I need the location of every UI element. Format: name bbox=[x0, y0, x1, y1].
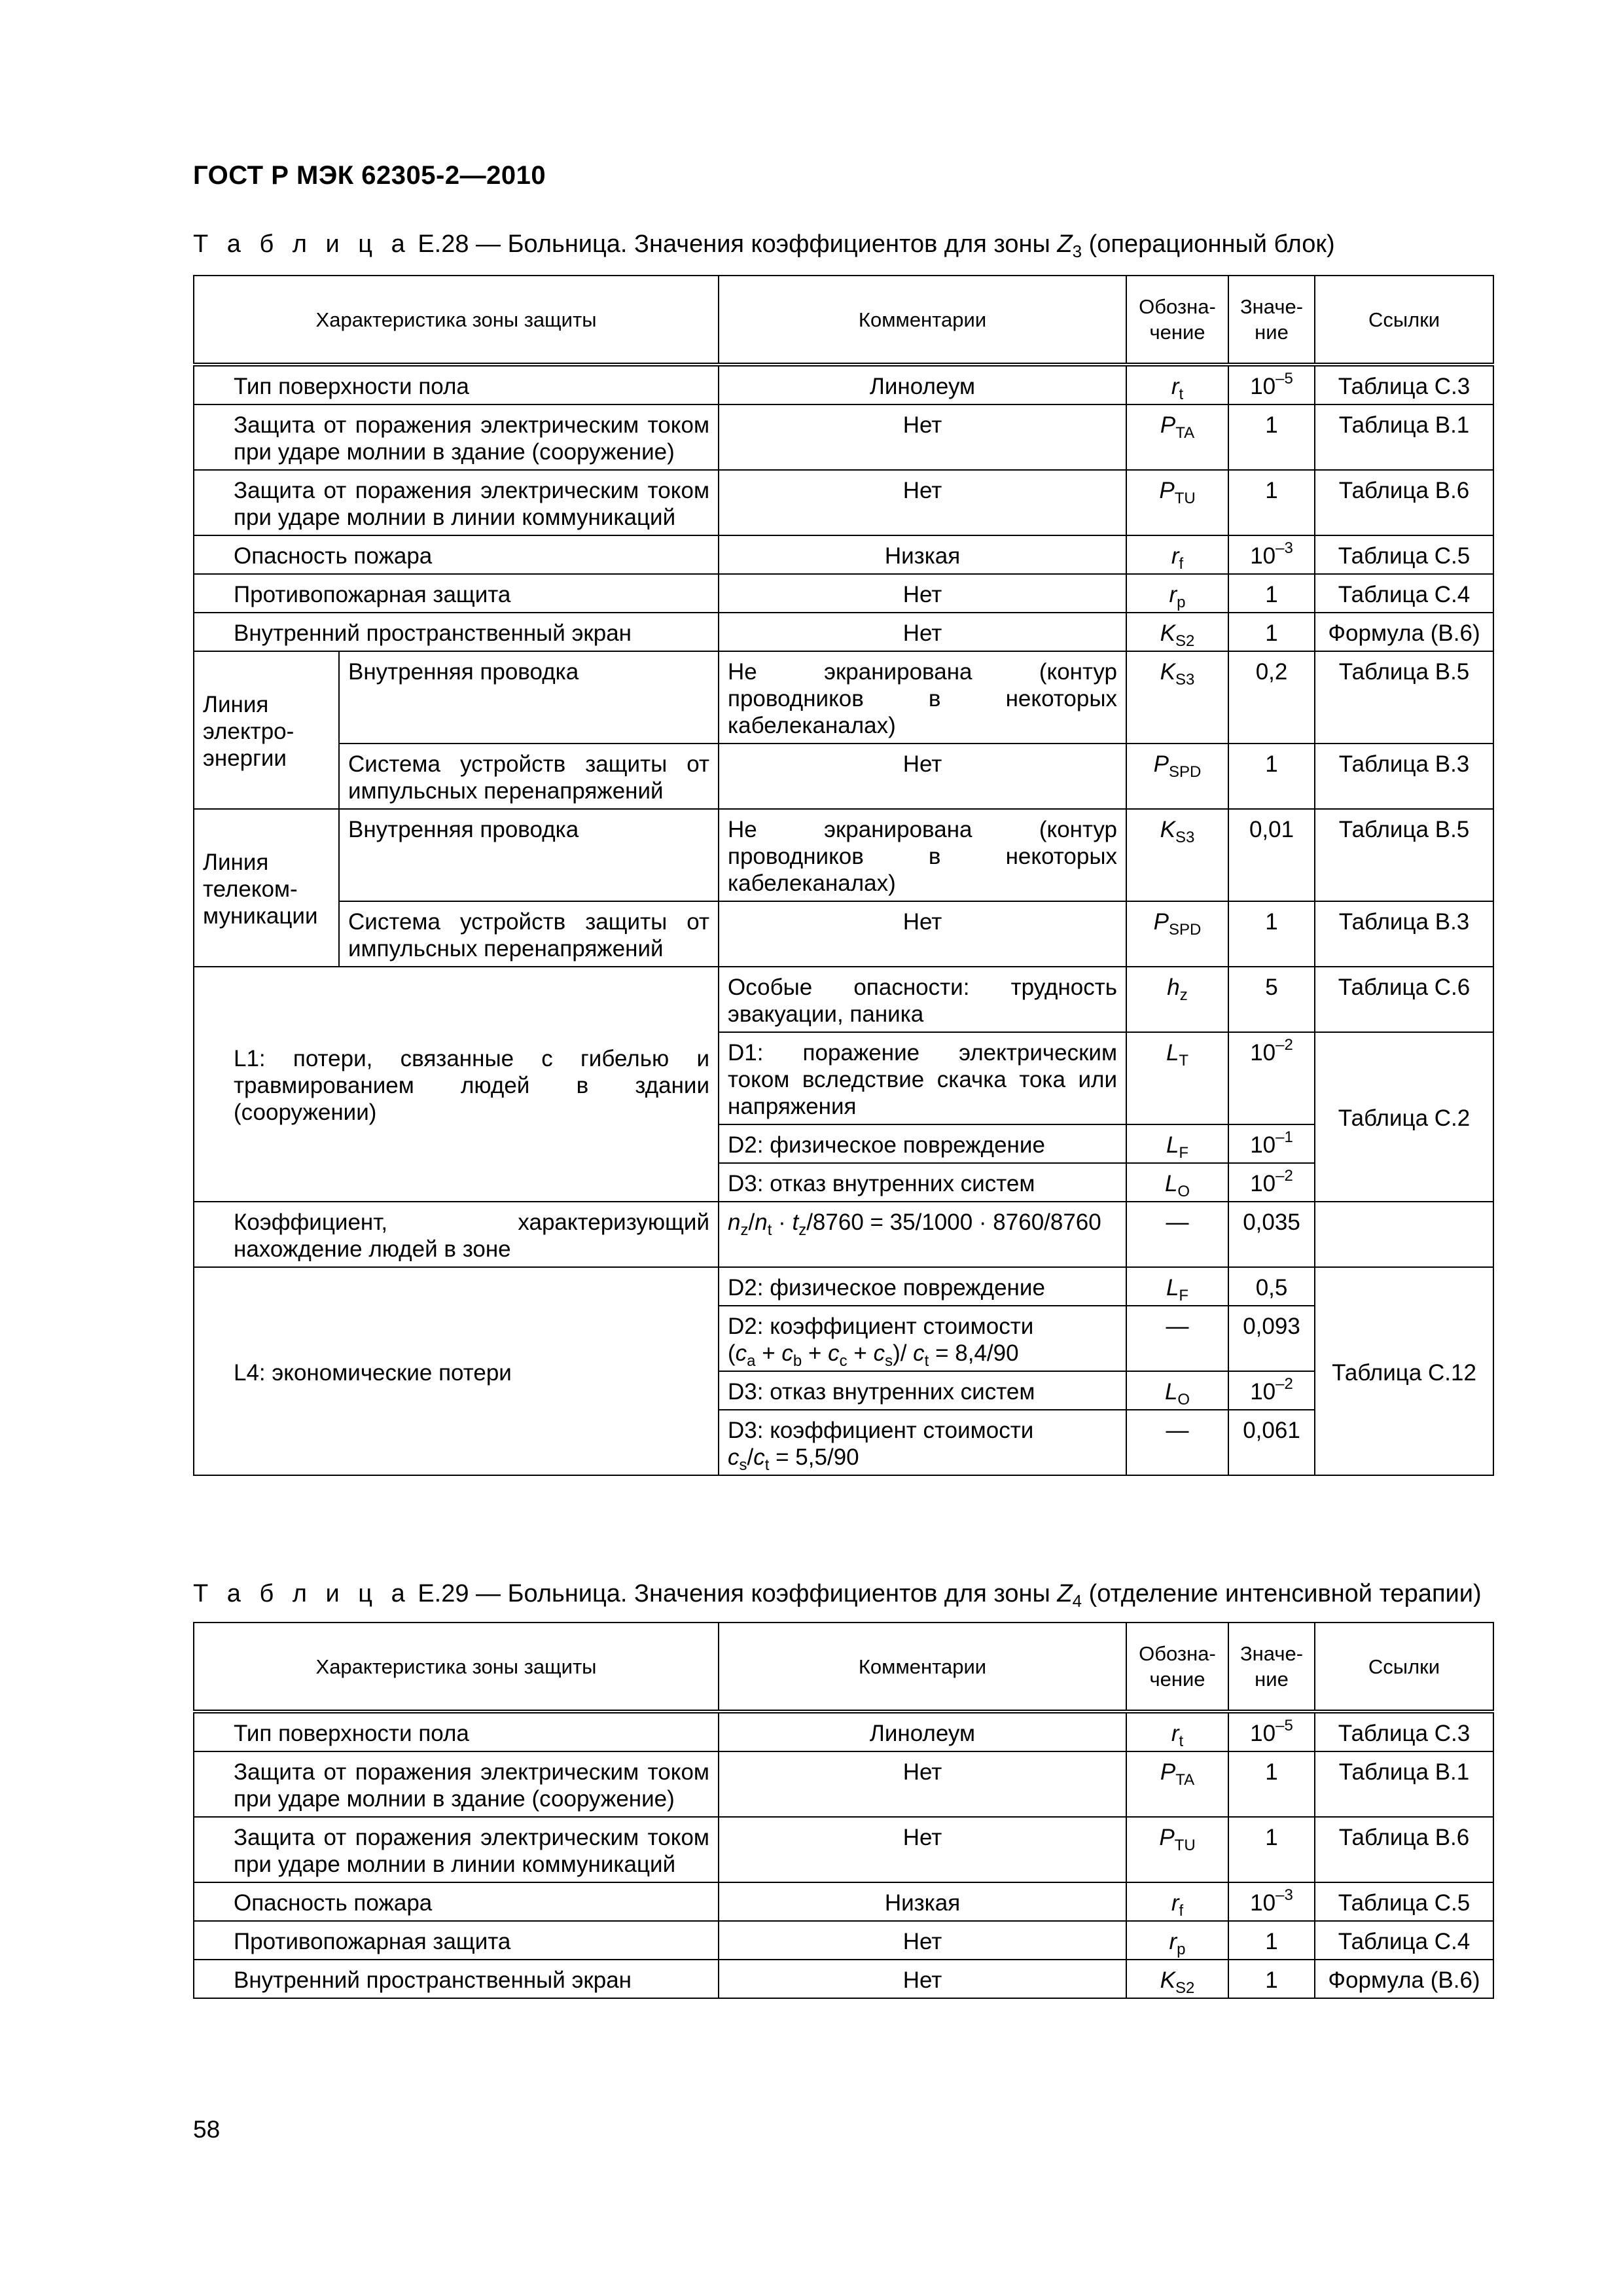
coefficients-table-e29 bbox=[193, 1622, 1494, 1999]
table-row: D3: отказ внутренних систем $L_O$ $10^{-2}$ bbox=[194, 1371, 1493, 1410]
page-number: 58 bbox=[193, 2116, 221, 2143]
table-row: L1: потери, связанные с гибелью и травмированием людей в здании (сооружении) Особые опасности: трудность эвакуации, паника $h_z$ 5 Таблица С.6 bbox=[194, 967, 1493, 1032]
coefficients-table-e28 bbox=[193, 275, 1494, 1476]
loss-l4-label: L4: экономические потери bbox=[194, 1267, 719, 1475]
table-row: D1: поражение электрическим током вследствие скачка тока или напряжения $L_T$ $10^{-2}$ Таблица С.2 bbox=[194, 1032, 1493, 1124]
group-label-telecom-line: Линия телеком-муникации bbox=[194, 809, 339, 967]
table-row: Противопожарная защита Нет $r_p$ 1 Таблица С.4 bbox=[194, 574, 1493, 613]
column-header-characteristic: Характеристика зоны защиты bbox=[194, 276, 719, 365]
table-row: L4: экономические потери D2: физическое повреждение $L_F$ 0,5 Таблица С.12 bbox=[194, 1267, 1493, 1306]
column-header-references: Ссылки bbox=[1315, 1623, 1493, 1712]
table-row: Линия телеком-муникации Внутренняя проводка Не экранирована (контур проводников в некоторых кабелеканалах) $K_{S3}$ 0,01 Таблица В.5 bbox=[194, 809, 1493, 901]
column-header-characteristic: Характеристика зоны защиты bbox=[194, 1623, 719, 1712]
table-row: Противопожарная защита Нет $r_p$ 1 Таблица С.4 bbox=[194, 1921, 1493, 1960]
table-caption-e29: Т а б л и ц а Е.29 — Больница. Значения коэффициентов для зоны $Z_4$ (отделение интенсивной терапии) bbox=[193, 1580, 1482, 1611]
table-row: Защита от поражения электрическим током при ударе молнии в линии коммуникаций Нет $P_{TU}$ 1 Таблица В.6 bbox=[194, 1817, 1493, 1882]
presence-formula: $n_z/n_t \cdot t_z/8760 = 35/1000 \cdot 8760/8760$ bbox=[719, 1202, 1126, 1267]
column-header-value: Значе-ние bbox=[1228, 276, 1315, 365]
table-row: Тип поверхности пола Линолеум $r_t$ $10^{-5}$ Таблица С.3 bbox=[194, 365, 1493, 404]
column-header-value: Значе-ние bbox=[1228, 1623, 1315, 1712]
table-row: Защита от поражения электрическим током при ударе молнии в здание (сооружение) Нет $P_{TA}$ 1 Таблица В.1 bbox=[194, 1751, 1493, 1817]
loss-l1-label: L1: потери, связанные с гибелью и травмированием людей в здании (сооружении) bbox=[194, 967, 719, 1202]
document-header: ГОСТ Р МЭК 62305-2—2010 bbox=[193, 161, 546, 190]
table-row: Линия электро-энергии Внутренняя проводка Не экранирована (контур проводников в некоторых кабелеканалах) $K_{S3}$ 0,2 Таблица В.5 bbox=[194, 651, 1493, 744]
table-row: Внутренний пространственный экран Нет $K_{S2}$ 1 Формула (В.6) bbox=[194, 613, 1493, 651]
table-row: Опасность пожара Низкая $r_f$ $10^{-3}$ Таблица С.5 bbox=[194, 535, 1493, 574]
group-label-power-line: Линия электро-энергии bbox=[194, 651, 339, 809]
table-row: D3: отказ внутренних систем $L_O$ $10^{-2}$ bbox=[194, 1163, 1493, 1202]
column-header-references: Ссылки bbox=[1315, 276, 1493, 365]
table-caption-e28: Т а б л и ц а Е.28 — Больница. Значения коэффициентов для зоны $Z_3$ (операционный блок) bbox=[193, 230, 1335, 261]
table-row: D3: коэффициент стоимости $c_s/c_t = 5,5/90$ — 0,061 bbox=[194, 1410, 1493, 1475]
table-header-row bbox=[194, 1623, 1493, 1712]
table-row: Коэффициент, характеризующий нахождение людей в зоне $n_z/n_t \cdot t_z/8760 = 35/1000 \cdot 8760/8760$ — 0,035 bbox=[194, 1202, 1493, 1267]
table-row: Опасность пожара Низкая $r_f$ $10^{-3}$ Таблица С.5 bbox=[194, 1882, 1493, 1921]
column-header-comments: Комментарии bbox=[719, 276, 1126, 365]
column-header-designation: Обозна-чение bbox=[1126, 1623, 1228, 1712]
table-row: D2: коэффициент стоимости $(c_a + c_b + c_c + c_s)/$ $c_t = 8,4/90$ — 0,093 bbox=[194, 1306, 1493, 1371]
table-row: Тип поверхности пола Линолеум $r_t$ $10^{-5}$ Таблица С.3 bbox=[194, 1712, 1493, 1751]
table-row: Внутренний пространственный экран Нет $K_{S2}$ 1 Формула (В.6) bbox=[194, 1960, 1493, 1998]
column-header-designation: Обозна-чение bbox=[1126, 276, 1228, 365]
table-row: Защита от поражения электрическим током при ударе молнии в здание (сооружение) Нет $P_{TA}$ 1 Таблица В.1 bbox=[194, 404, 1493, 470]
table-header-row bbox=[194, 276, 1493, 365]
table-row: Система устройств защиты от импульсных перенапряжений Нет $P_{SPD}$ 1 Таблица В.3 bbox=[194, 744, 1493, 809]
table-row: D2: физическое повреждение $L_F$ $10^{-1}$ bbox=[194, 1124, 1493, 1163]
table-row: Система устройств защиты от импульсных перенапряжений Нет $P_{SPD}$ 1 Таблица В.3 bbox=[194, 901, 1493, 967]
column-header-comments: Комментарии bbox=[719, 1623, 1126, 1712]
table-row: Защита от поражения электрическим током при ударе молнии в линии коммуникаций Нет $P_{TU}$ 1 Таблица В.6 bbox=[194, 470, 1493, 535]
